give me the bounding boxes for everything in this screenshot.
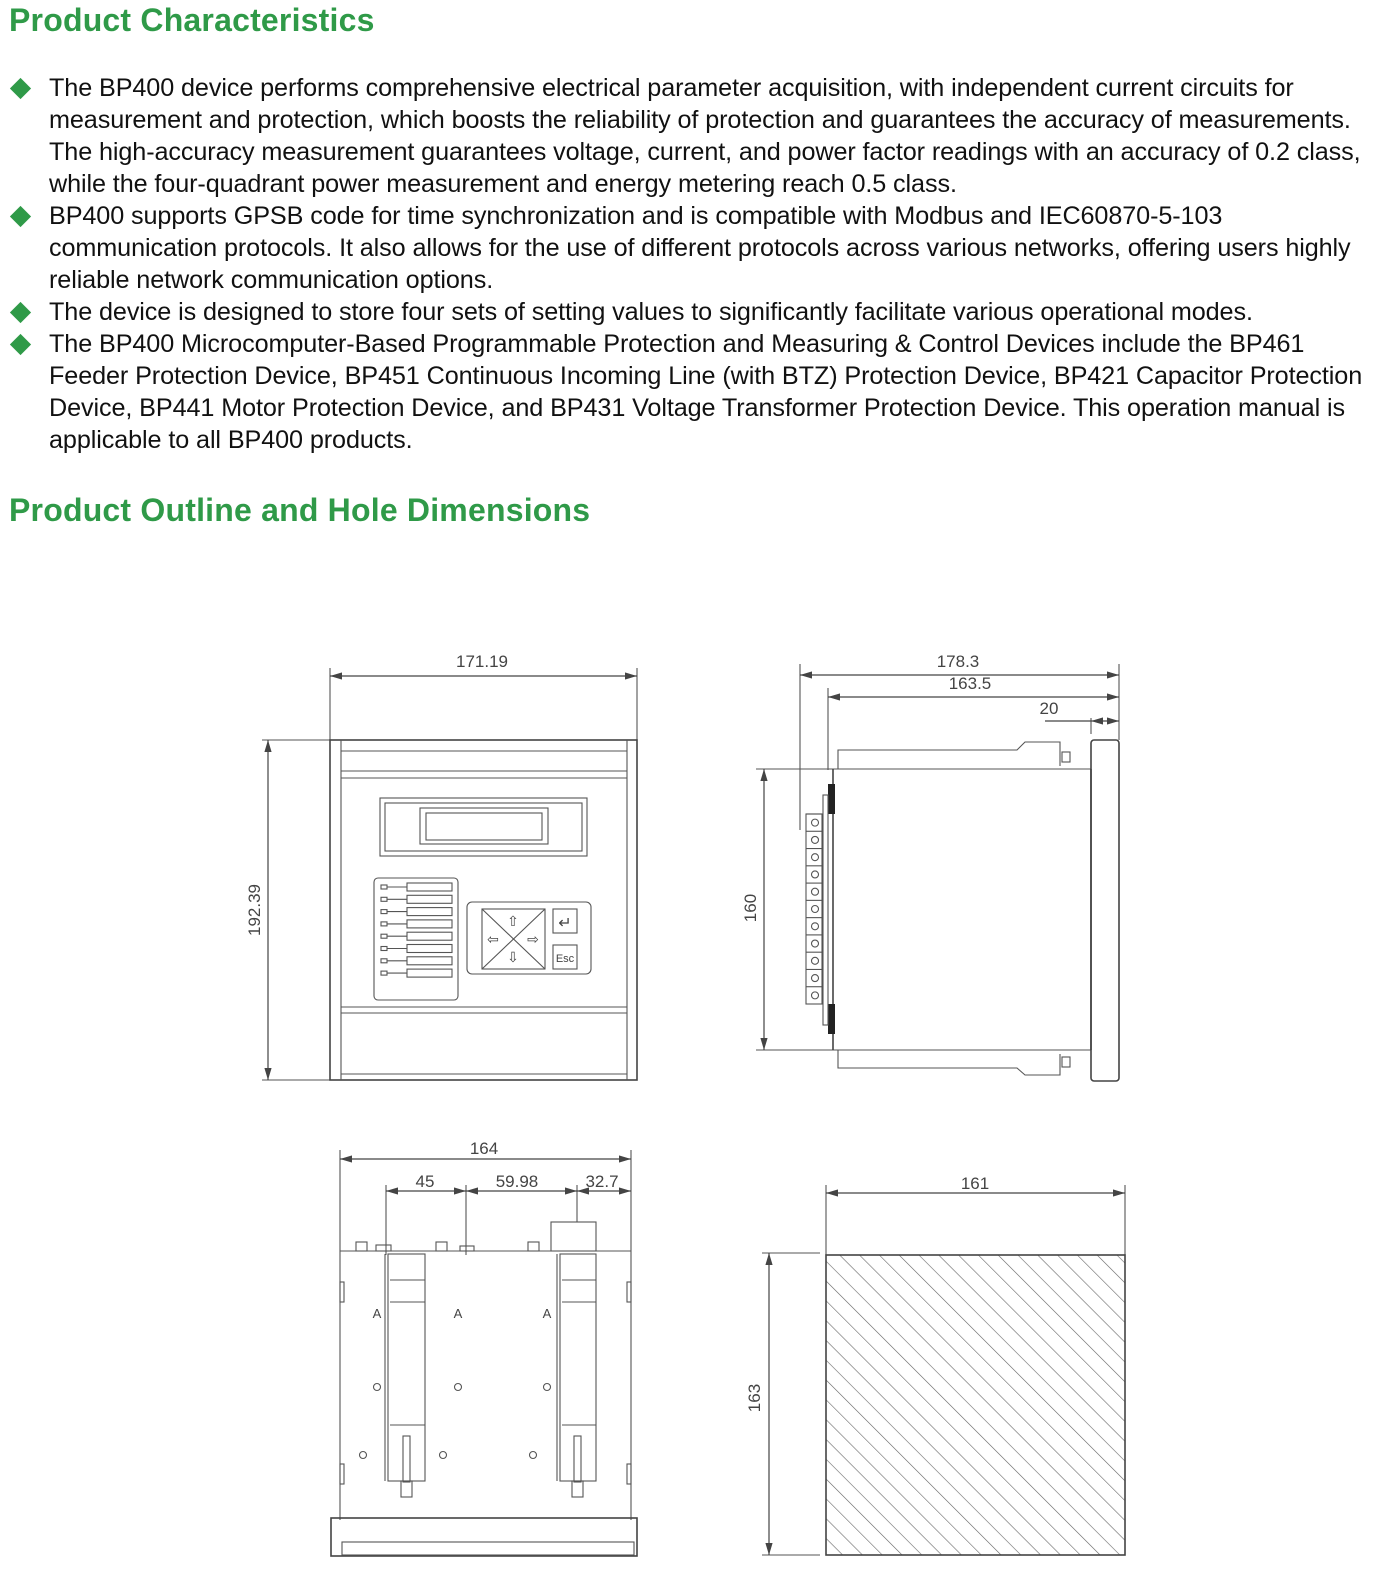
dimension-label-spacing-1: 45: [415, 1172, 435, 1191]
terminal-screw: [806, 918, 822, 930]
led-indicator: [381, 969, 452, 977]
dimension-label-spacing-3: 32.7: [585, 1172, 619, 1191]
enter-icon: ↵: [558, 915, 572, 932]
clamp-top: [828, 784, 835, 814]
mounting-clamp-right: [557, 1254, 596, 1497]
arrow-up-icon: ⇧: [507, 913, 519, 929]
terminal-screw: [806, 814, 822, 826]
led-label-strip: [407, 883, 452, 891]
section-title-outline: Product Outline and Hole Dimensions: [9, 492, 591, 528]
svg-text:A: A: [372, 1306, 382, 1321]
dimension-label-body-depth: 163.5: [948, 674, 992, 693]
keypad: [467, 902, 591, 974]
arrow-left-icon: ⇦: [487, 931, 499, 947]
dimension-label-spacing-2: 59.98: [495, 1172, 539, 1191]
terminal-screw: [806, 935, 822, 947]
mounting-clamp-left: [385, 1254, 425, 1497]
side-view-drawing: [741, 652, 1119, 1081]
dimension-label-width: 164: [469, 1139, 499, 1158]
led-indicator: [381, 920, 452, 928]
terminal-screw: [806, 831, 822, 843]
lcd-display: [380, 798, 587, 856]
led-label-strip: [407, 969, 452, 977]
terminal-screw: [806, 883, 822, 895]
led-indicator: [381, 908, 452, 916]
mounting-panel: [1091, 740, 1119, 1081]
dimension-label-height: 160: [741, 893, 760, 923]
led-indicator: [381, 932, 452, 940]
led-label-strip: [407, 920, 452, 928]
svg-text:A: A: [453, 1306, 463, 1321]
terminal-screw: [806, 969, 822, 981]
terminal-screw: [806, 866, 822, 878]
bullet-text: BP400 supports GPSB code for time synchronization and is compatible with Modbus and IEC60870-5-103 communication protocols. It also allows for the use of different protocols across various networks, offering users highly reliable network communication options.: [49, 202, 1351, 294]
arrow-right-icon: ⇨: [527, 931, 539, 947]
bullet-text: The BP400 device performs comprehensive electrical parameter acquisition, with independent current circuits for measurement and protection, which boosts the reliability of protection and guarantees the accuracy of measurements. The high-accuracy measurement guarantees voltage, current, and power factor readings with an accuracy of 0.2 class, while the four-quadrant power measurement and energy metering reach 0.5 class.: [49, 74, 1361, 198]
cutout-hatched-area: [826, 1255, 1125, 1555]
dimension-label-overall-depth: 178.3: [936, 652, 980, 671]
led-label-strip: [407, 957, 452, 965]
led-label-strip: [407, 908, 452, 916]
terminal-screw: [806, 900, 822, 912]
dimension-label-cutout-width: 161: [960, 1174, 990, 1193]
terminal-screw: [806, 849, 822, 861]
led-label-strip: [407, 945, 452, 953]
bullet-text: The device is designed to store four sets of setting values to significantly facilitate various operational modes.: [49, 298, 1253, 326]
front-view-drawing: [245, 652, 637, 1080]
dimension-label-height: 192.39: [245, 884, 264, 936]
led-indicator: [381, 945, 452, 953]
terminal-screw: [806, 952, 822, 964]
section-title-characteristics: Product Characteristics: [9, 2, 375, 38]
terminal-block: [806, 814, 822, 1004]
esc-key-label: Esc: [555, 953, 575, 965]
led-label-strip: [407, 932, 452, 940]
svg-text:A: A: [542, 1306, 552, 1321]
led-label-strip: [407, 895, 452, 903]
dimension-label-panel-thickness: 20: [1039, 699, 1059, 718]
front-bezel: [331, 1518, 637, 1556]
arrow-down-icon: ⇩: [507, 949, 519, 965]
terminal-screw: [806, 987, 822, 999]
top-view-drawing: [331, 1139, 637, 1556]
led-indicator: [381, 957, 452, 965]
dimension-label-width: 171.19: [456, 652, 508, 671]
led-indicator: [381, 883, 452, 891]
led-indicator-panel: [374, 878, 458, 1000]
led-indicator: [381, 895, 452, 903]
panel-cutout-drawing: [745, 1174, 1125, 1555]
clamp-bottom: [828, 1004, 835, 1034]
bullet-text: The BP400 Microcomputer-Based Programmable Protection and Measuring & Control Devices include the BP461 Feeder Protection Device, BP451 Continuous Incoming Line (with BTZ) Protection Device, BP421 Capacitor Protection Device, BP441 Motor Protection Device, and BP431 Voltage Transformer Protection Device. This operation manual is applicable to all BP400 products.: [49, 330, 1363, 454]
dimension-label-cutout-height: 163: [745, 1383, 764, 1413]
